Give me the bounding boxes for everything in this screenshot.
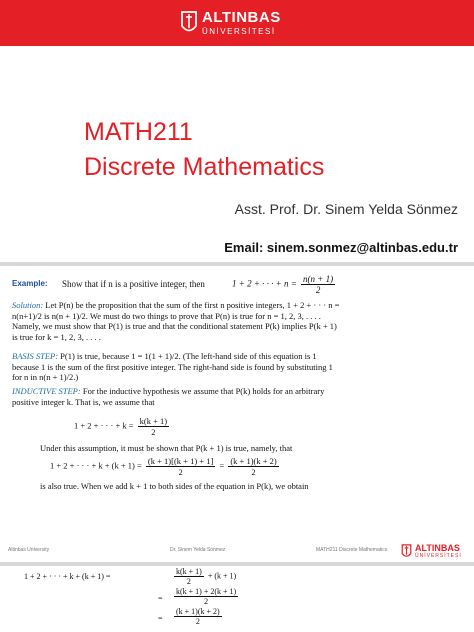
footer-left: Altinbas University <box>8 547 50 553</box>
derivation-fraction-2 <box>174 587 238 606</box>
brand-university: ÜNİVERSİTESİ <box>202 27 276 36</box>
goal-fraction-2 <box>228 456 278 477</box>
formula-numerator: n(n + 1) <box>303 274 334 284</box>
university-logo <box>180 8 292 40</box>
slide-divider <box>0 262 474 266</box>
derivation-fraction-1 <box>174 567 204 586</box>
brand-name: ALTINBAS <box>202 9 281 26</box>
hypothesis-equation <box>74 416 171 437</box>
derivation-numerator-1: k(k + 1) <box>176 567 202 576</box>
footer-center: Dr. Sinem Yelda Sönmez <box>170 547 226 553</box>
solution-line-4: is true for k = 1, 2, 3, . . . . <box>12 331 101 342</box>
derivation-left: 1 + 2 + · · · + k + (k + 1) <box>24 572 104 581</box>
basis-line-1: P(1) is true, because 1 = 1(1 + 1)/2. (The left-hand side of this equation is 1 <box>60 351 317 361</box>
goal-denominator-2: 2 <box>251 467 256 477</box>
under-assumption-text: Under this assumption, it must be shown that P(k + 1) is true, namely, that <box>40 443 293 453</box>
goal-denominator-1: 2 <box>178 467 183 477</box>
derivation-line-3 <box>158 614 163 623</box>
derivation-rhs-3 <box>172 607 224 626</box>
goal-numerator-1: (k + 1)[(k + 1) + 1] <box>147 456 214 466</box>
author-email: Email: sinem.sonmez@altinbas.edu.tr <box>224 240 458 255</box>
basis-paragraph <box>12 351 462 383</box>
goal-equals: = <box>219 460 225 471</box>
footer-right: MATH211 Discrete Mathematics <box>316 547 388 553</box>
footer-logo <box>401 542 471 562</box>
derivation-rhs-2 <box>172 587 240 606</box>
slide-title <box>84 115 324 185</box>
basis-line-3: for n in n(n + 1)/2.) <box>12 372 79 382</box>
inductive-label: INDUCTIVE STEP: <box>12 386 81 396</box>
derivation-equals-1: = <box>105 572 111 581</box>
author-name: Asst. Prof. Dr. Sinem Yelda Sönmez <box>234 201 458 217</box>
solution-label: Solution: <box>12 300 44 310</box>
header-bar <box>0 0 474 46</box>
formula-fraction <box>301 274 335 295</box>
inductive-line-2: positive integer k. That is, we assume that <box>12 396 155 407</box>
example-statement: Show that if n is a positive integer, then <box>62 279 205 289</box>
formula-denominator: 2 <box>315 285 321 295</box>
hypothesis-numerator: k(k + 1) <box>139 416 168 426</box>
derivation-denominator-2: 2 <box>204 597 209 606</box>
derivation-fraction-3 <box>174 607 222 626</box>
derivation-tail-1: + (k + 1) <box>207 571 237 581</box>
formula-left: 1 + 2 + · · · + n = <box>232 278 297 289</box>
course-code: MATH211 <box>84 118 193 146</box>
derivation-denominator-3: 2 <box>195 617 200 626</box>
basis-line-2: because 1 is the sum of the first positive integer. The right-hand side is found by substituting 1 <box>12 361 333 372</box>
goal-equation <box>50 456 281 477</box>
derivation-denominator-1: 2 <box>186 577 191 586</box>
also-true-text: is also true. When we add k + 1 to both sides of the equation in P(k), we obtain <box>40 481 309 491</box>
solution-line-2: n(n+1)/2 is n(n + 1)/2. We must do two things to prove that P(n) is true for n = 1, 2, 3, . . . . <box>12 310 321 321</box>
goal-fraction-1 <box>146 456 215 477</box>
example-label: Example: <box>12 279 48 288</box>
solution-paragraph <box>12 300 462 342</box>
university-emblem-icon <box>401 542 412 560</box>
slide-divider <box>0 562 474 566</box>
inductive-paragraph <box>12 386 462 407</box>
inductive-line-1: For the inductive hypothesis we assume that P(k) holds for an arbitrary <box>82 386 325 396</box>
hypothesis-denominator: 2 <box>151 427 156 437</box>
university-emblem-icon <box>180 8 198 36</box>
derivation-equals-3: = <box>158 614 163 623</box>
derivation-numerator-3: (k + 1)(k + 2) <box>176 607 220 616</box>
goal-numerator-2: (k + 1)(k + 2) <box>230 456 277 466</box>
footer-brand-university: ÜNİVERSİTESİ <box>415 553 462 559</box>
example-formula <box>232 274 337 295</box>
solution-line-1: Let P(n) be the proposition that the sum of the first n positive integers, 1 + 2 + · · · n = <box>45 300 340 310</box>
hypothesis-fraction <box>138 416 169 437</box>
goal-left: 1 + 2 + · · · + k + (k + 1) = <box>50 460 142 471</box>
course-name: Discrete Mathematics <box>84 153 325 181</box>
derivation-line-1 <box>24 572 110 581</box>
derivation-numerator-2: k(k + 1) + 2(k + 1) <box>176 587 237 596</box>
derivation-rhs-1 <box>172 567 236 586</box>
solution-line-3: Namely, we must show that P(1) is true and that the conditional statement P(k) implies P(k + 1) <box>12 321 337 331</box>
title-slide <box>0 0 474 262</box>
derivation-line-2 <box>158 594 163 603</box>
basis-label: BASIS STEP: <box>12 351 59 361</box>
derivation-equals-2: = <box>158 594 163 603</box>
footer-brand-name: ALTINBAS <box>415 543 460 553</box>
hypothesis-left: 1 + 2 + · · · + k = <box>74 420 134 431</box>
